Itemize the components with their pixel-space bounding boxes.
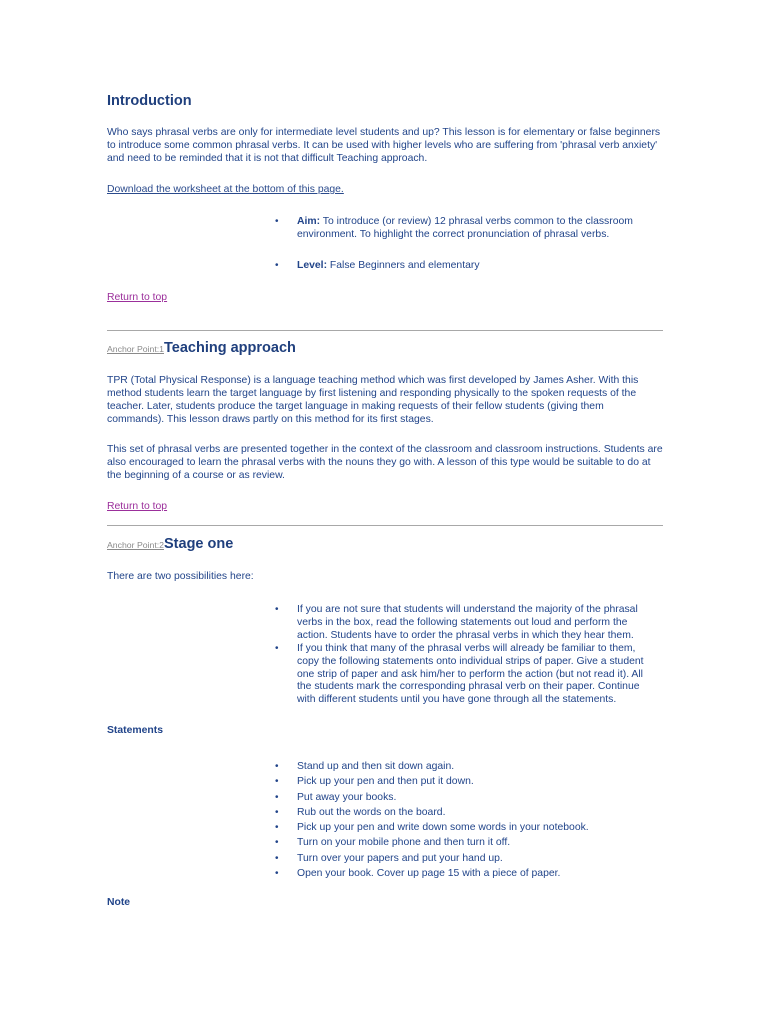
anchor-point-1-link[interactable]: Anchor Point:1 [107, 344, 164, 354]
teaching-approach-heading-line [107, 340, 296, 356]
return-to-top-link[interactable]: Return to top [107, 292, 168, 303]
stage-one-heading-line [107, 536, 233, 552]
return-to-top-link[interactable]: Return to top [107, 501, 168, 512]
statement-text: Pick up your pen and write down some words in your notebook. [297, 822, 589, 834]
stage-one-heading: Stage one [164, 536, 234, 552]
anchor-point-2-link[interactable]: Anchor Point:2 [107, 540, 164, 550]
level-list [275, 260, 647, 273]
bullet-icon: • [275, 260, 279, 271]
bullet-icon: • [275, 791, 279, 803]
aim-list [275, 216, 647, 242]
bullet-icon: • [275, 852, 279, 864]
aim-label: Aim: [297, 216, 321, 227]
statement-text: Put away your books. [297, 791, 397, 803]
level-item [275, 260, 647, 273]
list-item [275, 790, 647, 805]
bullet-icon: • [275, 776, 279, 788]
introduction-heading: Introduction [107, 93, 192, 109]
statement-text: Stand up and then sit down again. [297, 761, 455, 772]
list-item [275, 851, 647, 866]
bullet-icon: • [275, 868, 279, 880]
statement-text: Turn over your papers and put your hand up. [297, 852, 503, 864]
list-item [275, 604, 647, 643]
aim-text: To introduce (or review) 12 phrasal verbs common to the classroom environment. To highlight the correct pronunciation of phrasal verbs. [297, 216, 633, 240]
option-text: If you are not sure that students will understand the majority of the phrasal verbs in the box, read the following statements out loud and perform the action. Students have to order the phrasal verbs in which they hear them. [297, 604, 638, 641]
bullet-icon: • [275, 837, 279, 849]
bullet-icon: • [275, 822, 279, 834]
list-item [275, 835, 647, 850]
aim-item [275, 216, 647, 242]
list-item [275, 759, 647, 774]
note-heading: Note [107, 897, 131, 908]
teaching-approach-paragraph-1: TPR (Total Physical Response) is a language teaching method which was first developed by James Asher. With this method students learn the target language by first listening and responding physically to the spoken requests of the teacher. Later, students produce the target language in making requests of their fellow students (giving them commands). This lesson draws partly on this method for its first stages. [107, 375, 639, 425]
statement-text: Turn on your mobile phone and then turn it off. [297, 837, 511, 849]
list-item [275, 774, 647, 789]
introduction-paragraph: Who says phrasal verbs are only for intermediate level students and up? This lesson is for elementary or false beginners to introduce some common phrasal verbs. It can be used with higher levels who are suffering from 'phrasal verb anxiety' and need to be reminded that it is not that difficult Teaching approach. [107, 127, 661, 164]
list-item [275, 805, 647, 820]
teaching-approach-paragraph-2: This set of phrasal verbs are presented together in the context of the classroom and classroom instructions. Students are also encouraged to learn the phrasal verbs with the nouns they go with. A lesson of this type would be suitable to do at the beginning of a course or as review. [107, 444, 663, 481]
statement-text: Pick up your pen and then put it down. [297, 776, 474, 788]
level-text: False Beginners and elementary [327, 260, 480, 271]
bullet-icon: • [275, 761, 279, 772]
list-item [275, 866, 647, 881]
bullet-icon: • [275, 642, 279, 654]
statement-text: Rub out the words on the board. [297, 806, 446, 818]
statement-text: Open your book. Cover up page 15 with a piece of paper. [297, 868, 561, 880]
section-divider [107, 330, 663, 331]
section-divider [107, 525, 663, 526]
statements-list [275, 759, 647, 881]
teaching-approach-heading: Teaching approach [164, 340, 296, 356]
bullet-icon: • [275, 216, 279, 227]
level-label: Level: [297, 260, 328, 271]
option-text: If you think that many of the phrasal verbs will already be familiar to them, copy the following statements onto individual strips of paper. Give a student one strip of paper and ask him/her to perform the action (but not read it). All the students mark the corresponding phrasal verb on their paper. Continue with different students until you have gone through all the statements. [297, 642, 644, 706]
statements-heading: Statements [107, 725, 164, 736]
stage-one-options-list [275, 604, 647, 707]
bullet-icon: • [275, 604, 279, 615]
stage-one-intro: There are two possibilities here: [107, 571, 254, 582]
list-item [275, 820, 647, 835]
list-item [275, 643, 647, 708]
bullet-icon: • [275, 806, 279, 818]
download-worksheet-link[interactable]: Download the worksheet at the bottom of this page. [107, 184, 344, 195]
